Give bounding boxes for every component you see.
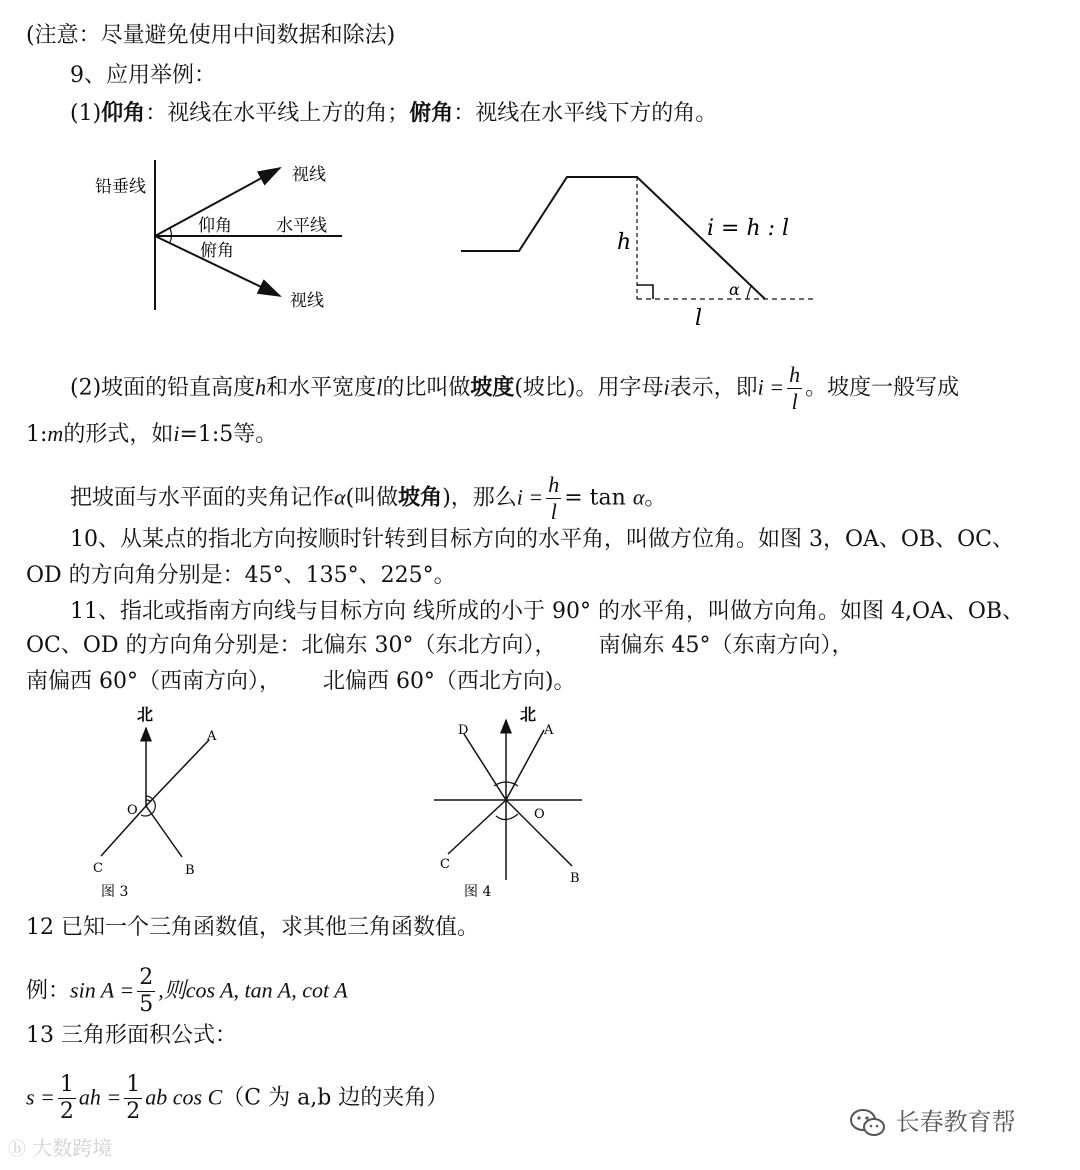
section-11-line-2: OC、OD 的方向角分别是：北偏东 30°（东北方向）， 南偏东 45°（东南方向）， [26, 633, 854, 658]
watermark-left [8, 1132, 112, 1161]
frac-den: 2 [126, 1099, 141, 1124]
north-label: 北 [137, 705, 154, 724]
frac-den: 2 [59, 1099, 74, 1124]
angle-arcs [141, 796, 155, 816]
fraction-half [58, 1072, 76, 1125]
watermark-right [848, 1102, 1016, 1139]
var-alpha: α [334, 484, 346, 510]
elevation-depression-line [70, 99, 717, 128]
slope-figure [455, 165, 825, 335]
frac-den: 5 [139, 992, 154, 1017]
horizontal-label: 水平线 [276, 216, 327, 236]
height-label: h [617, 230, 632, 255]
fraction-h-over-l [787, 362, 802, 415]
text: )，那么 [442, 485, 517, 511]
direction-figure-4 [430, 700, 595, 900]
ray-oc [101, 806, 146, 856]
label-b: B [185, 863, 195, 878]
figure-caption: 图 3 [101, 884, 129, 900]
trig-list: ,则cos A, tan A, cot A [158, 977, 348, 1003]
figure-caption: 图 4 [464, 884, 492, 900]
section-11-line: 11、指北或指南方向线与目标方向 线所成的小于 90° 的水平角，叫做方向角。如图 4,OA、OB、 [70, 599, 1025, 624]
slope-angle-term: 坡角 [398, 484, 443, 511]
alpha-arc [747, 285, 752, 299]
var-h: h [255, 374, 267, 400]
label-a: A [544, 723, 554, 738]
logo-icon: ⓑ [8, 1139, 26, 1160]
section-12-line: 12 已知一个三角函数值，求其他三角函数值。 [26, 915, 479, 940]
elevation-label: 仰角 [198, 216, 232, 236]
text: 等。 [233, 422, 278, 447]
elevation-term: 仰角 [101, 100, 146, 126]
plumb-label: 铅垂线 [95, 177, 146, 197]
text: (叫做 [345, 485, 399, 511]
text: 1: [26, 422, 48, 447]
text: ：视线在水平线上方的角； [145, 101, 410, 126]
text: (1) [70, 101, 102, 126]
slope-formula: i = h : l [707, 216, 790, 241]
label-o: O [534, 807, 545, 822]
section-10-line: 10、从某点的指北方向按顺时针转到目标方向的水平角，叫做方位角。如图 3，OA、OB、OC、 [70, 527, 1014, 552]
frac-num: h [548, 472, 560, 497]
depression-label: 俯角 [200, 241, 234, 261]
wechat-icon [848, 1107, 888, 1139]
label-b: B [570, 871, 580, 886]
elevation-depression-figure [80, 150, 360, 320]
text: (坡比)。用字母 [514, 375, 664, 401]
bearing-figure-3 [85, 700, 235, 905]
sight-down-label: 视线 [290, 291, 324, 311]
text: 的比叫做 [382, 375, 471, 401]
text: 和水平宽度 [266, 375, 377, 401]
sight-up-label: 视线 [292, 165, 326, 185]
label-o: O [127, 803, 138, 818]
alpha-label: α [729, 280, 740, 299]
slope-term: 坡度 [470, 374, 515, 401]
ray-oc [448, 800, 506, 854]
north-label: 北 [520, 705, 537, 724]
eq-i: i = [757, 374, 785, 400]
ray-oa [146, 740, 209, 806]
label-c: C [93, 861, 103, 876]
slope-definition-line [70, 362, 959, 415]
right-angle-mark [637, 285, 653, 299]
angle-arc-bottom [496, 814, 518, 820]
var-alpha: α [632, 484, 645, 510]
section-10-line-2: OD 的方向角分别是：45°、135°、225°。 [26, 563, 456, 588]
ray-od [464, 734, 506, 800]
text: 的形式，如 [63, 422, 174, 447]
text: (2)坡面的铅直高度 [70, 375, 256, 401]
frac-den: l [550, 499, 557, 524]
label-c: C [440, 857, 450, 872]
frac-num: 1 [126, 1072, 141, 1097]
frac-num: 1 [59, 1072, 74, 1097]
area-formula-line [26, 1072, 448, 1125]
var-m: m [47, 421, 64, 446]
fraction-h-over-l [546, 472, 561, 525]
text: 例： [26, 978, 71, 1004]
slope-angle-line [70, 472, 666, 525]
text: 。坡度一般写成 [805, 375, 960, 401]
text: 表示，即 [669, 375, 758, 401]
label-a: A [207, 729, 217, 744]
width-label: l [695, 306, 703, 331]
watermark-right-text: 长春教育帮 [895, 1108, 1016, 1136]
text: 。 [644, 485, 667, 511]
text: 把坡面与水平面的夹角记作 [70, 485, 335, 511]
depression-term: 俯角 [409, 100, 454, 126]
section-9-title: 9、应用举例： [70, 63, 216, 88]
eq-i: i = [516, 484, 544, 510]
abc-expr: ab cos C [145, 1084, 223, 1110]
frac-den: l [791, 389, 798, 414]
label-d: D [458, 723, 469, 738]
ah-expr: ah = [78, 1084, 122, 1110]
frac-num: 2 [139, 965, 154, 990]
example-line [26, 965, 348, 1018]
note-line: (注意：尽量避免使用中间数据和除法) [26, 23, 396, 48]
var-s: s = [26, 1084, 55, 1110]
fraction-half [124, 1072, 142, 1125]
note: （C 为 a,b 边的夹角） [222, 1085, 449, 1111]
section-13-line: 13 三角形面积公式： [26, 1023, 237, 1048]
var-l: l [376, 374, 383, 400]
text: =1:5 [179, 422, 234, 447]
var-i: i [663, 374, 670, 400]
frac-num: h [789, 362, 801, 387]
fraction-2-over-5 [137, 965, 155, 1018]
text: ：视线在水平线下方的角。 [453, 101, 718, 126]
text: = tan [564, 485, 626, 511]
var-i: i [173, 421, 180, 446]
watermark-left-text: 大数跨境 [32, 1136, 113, 1160]
sin-expr: sin A = [70, 977, 135, 1003]
section-11-line-3: 南偏西 60°（西南方向）， 北偏西 60°（西北方向)。 [26, 669, 576, 694]
ray-oa [506, 730, 544, 800]
slope-form-line [26, 420, 277, 449]
